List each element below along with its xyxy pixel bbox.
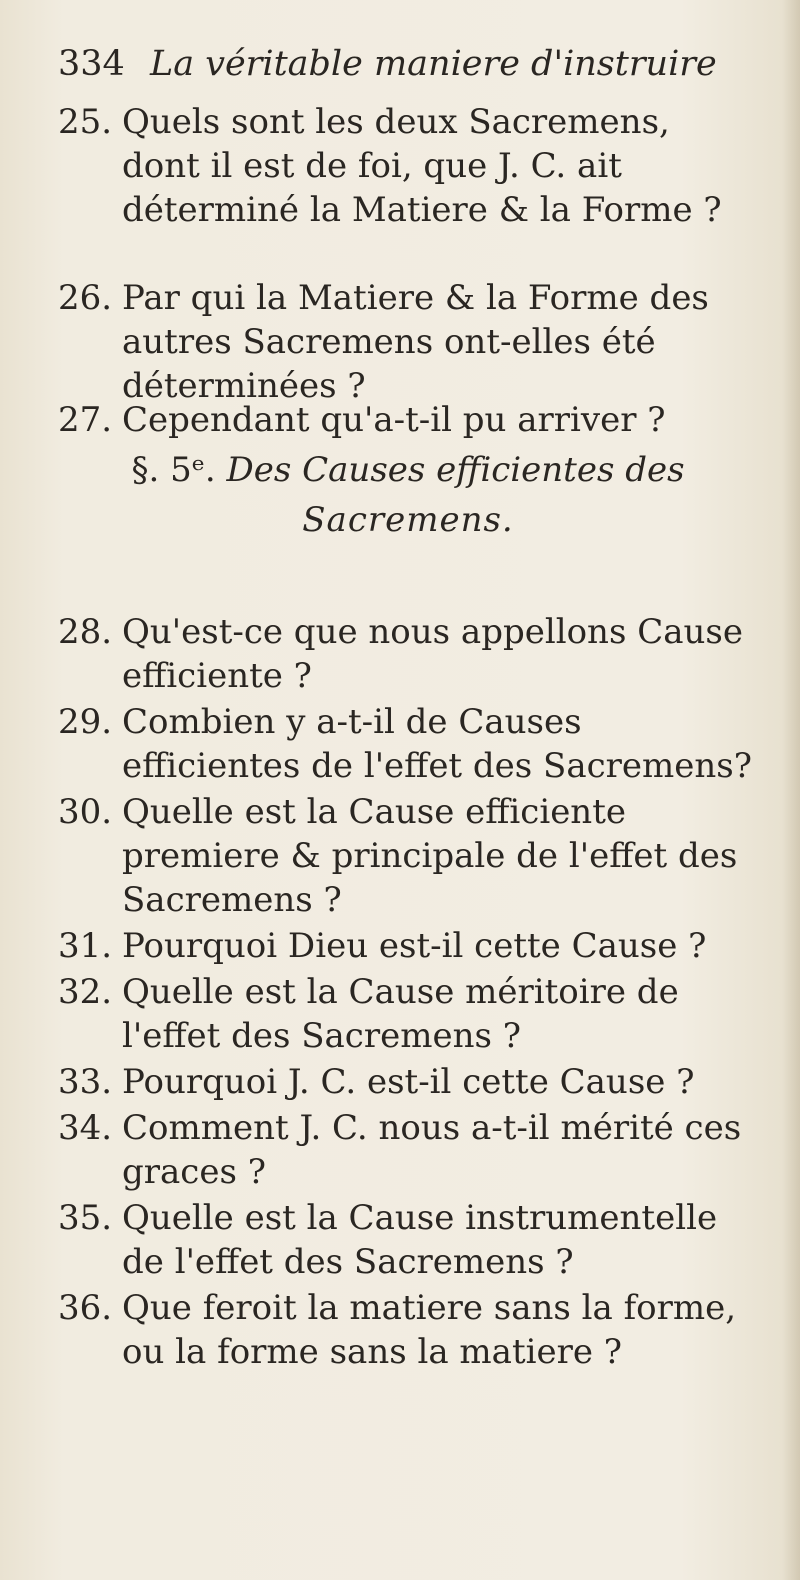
question-number: 26. <box>58 278 113 318</box>
question-35 <box>58 1196 758 1284</box>
page-number: 334 <box>58 44 125 84</box>
question-text: Qu'est-ce que nous appellons Cause efficiente ? <box>122 612 743 696</box>
running-header <box>58 42 717 86</box>
question-text: Cependant qu'a-t-il pu arriver ? <box>122 400 666 440</box>
question-text: Quels sont les deux Sacremens, dont il est de foi, que J. C. ait déterminé la Matiere & la Forme ? <box>122 102 722 230</box>
question-number: 25. <box>58 102 113 142</box>
question-text: Par qui la Matiere & la Forme des autres Sacremens ont-elles été déterminées ? <box>122 278 709 406</box>
question-36 <box>58 1286 758 1374</box>
section-title-line1: Des Causes efficientes des <box>226 450 685 490</box>
question-28 <box>58 610 758 698</box>
question-number: 28. <box>58 612 113 652</box>
question-text: Comment J. C. nous a-t-il mérité ces graces ? <box>122 1108 742 1192</box>
question-text: Combien y a-t-il de Causes efficientes de l'effet des Sacremens? <box>122 702 752 786</box>
question-text: Quelle est la Cause efficiente premiere & principale de l'effet des Sacremens ? <box>122 792 738 920</box>
question-text: Quelle est la Cause méritoire de l'effet des Sacremens ? <box>122 972 679 1056</box>
question-number: 33. <box>58 1062 113 1102</box>
question-number: 27. <box>58 400 113 440</box>
section-heading <box>58 445 758 545</box>
page-edge-shadow <box>782 0 800 1580</box>
question-number: 36. <box>58 1288 113 1328</box>
question-34 <box>58 1106 758 1194</box>
question-25 <box>58 100 758 232</box>
question-number: 35. <box>58 1198 113 1238</box>
question-text: Quelle est la Cause instrumentelle de l'effet des Sacremens ? <box>122 1198 718 1282</box>
question-32 <box>58 970 758 1058</box>
question-text: Pourquoi Dieu est-il cette Cause ? <box>122 926 707 966</box>
question-33 <box>58 1060 758 1104</box>
question-number: 32. <box>58 972 113 1012</box>
question-27 <box>58 398 758 442</box>
question-number: 29. <box>58 702 113 742</box>
question-30 <box>58 790 758 922</box>
running-title: La véritable maniere d'instruire <box>149 44 717 84</box>
section-prefix: §. 5ᵉ. <box>131 450 216 490</box>
question-number: 30. <box>58 792 113 832</box>
question-number: 34. <box>58 1108 113 1148</box>
question-text: Que feroit la matiere sans la forme, ou la forme sans la matiere ? <box>122 1288 737 1372</box>
question-31 <box>58 924 758 968</box>
question-text: Pourquoi J. C. est-il cette Cause ? <box>122 1062 695 1102</box>
question-29 <box>58 700 758 788</box>
section-title-line2: Sacremens. <box>302 500 514 540</box>
question-number: 31. <box>58 926 113 966</box>
question-26 <box>58 276 758 408</box>
